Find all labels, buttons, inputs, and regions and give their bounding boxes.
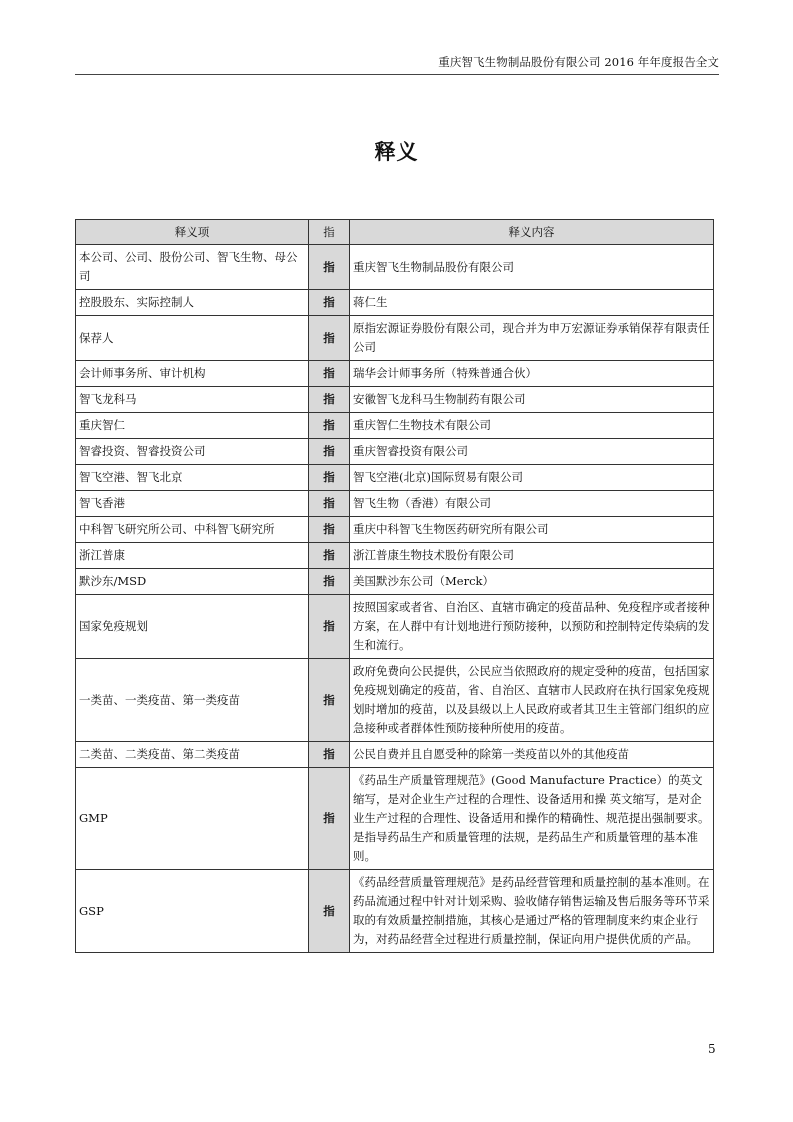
- table-row: [76, 543, 714, 569]
- header-text: 重庆智飞生物制品股份有限公司 2016 年年度报告全文: [438, 55, 719, 69]
- sep-cell: 指: [309, 742, 350, 768]
- table-row: [76, 413, 714, 439]
- page-header: [75, 54, 719, 75]
- definitions-table: [75, 219, 714, 953]
- term-cell: 智飞香港: [76, 491, 309, 517]
- table-row: [76, 316, 714, 361]
- sep-cell: 指: [309, 387, 350, 413]
- sep-cell: 指: [309, 290, 350, 316]
- content-cell: 安徽智飞龙科马生物制药有限公司: [350, 387, 714, 413]
- table-row: [76, 361, 714, 387]
- content-cell: 智飞空港(北京)国际贸易有限公司: [350, 465, 714, 491]
- sep-cell: 指: [309, 870, 350, 953]
- term-cell: 浙江普康: [76, 543, 309, 569]
- page-number: 5: [708, 1042, 716, 1056]
- content-cell: 蒋仁生: [350, 290, 714, 316]
- sep-cell: 指: [309, 659, 350, 742]
- page-title: 释义: [374, 139, 419, 164]
- content-cell: 浙江普康生物技术股份有限公司: [350, 543, 714, 569]
- sep-cell: 指: [309, 595, 350, 659]
- term-cell: 控股股东、实际控制人: [76, 290, 309, 316]
- term-cell: 国家免疫规划: [76, 595, 309, 659]
- sep-cell: 指: [309, 439, 350, 465]
- term-cell: 智飞龙科马: [76, 387, 309, 413]
- content-cell: 美国默沙东公司（Merck）: [350, 569, 714, 595]
- content-cell: 重庆智飞生物制品股份有限公司: [350, 245, 714, 290]
- term-cell: 会计师事务所、审计机构: [76, 361, 309, 387]
- table-row: [76, 387, 714, 413]
- content-cell: 按照国家或者省、自治区、直辖市确定的疫苗品种、免疫程序或者接种方案，在人群中有计划地进行预防接种，以预防和控制特定传染病的发生和流行。: [350, 595, 714, 659]
- sep-cell: 指: [309, 361, 350, 387]
- table-row: [76, 569, 714, 595]
- content-cell: 智飞生物（香港）有限公司: [350, 491, 714, 517]
- table-row: [76, 659, 714, 742]
- table-row: [76, 290, 714, 316]
- sep-cell: 指: [309, 491, 350, 517]
- table-row: [76, 465, 714, 491]
- sep-cell: 指: [309, 569, 350, 595]
- table-row: [76, 439, 714, 465]
- term-cell: GMP: [76, 768, 309, 870]
- content-cell: 瑞华会计师事务所（特殊普通合伙）: [350, 361, 714, 387]
- table-row: [76, 870, 714, 953]
- term-cell: 本公司、公司、股份公司、智飞生物、母公司: [76, 245, 309, 290]
- table-header-row: [76, 220, 714, 245]
- sep-cell: 指: [309, 413, 350, 439]
- table-row: [76, 245, 714, 290]
- content-cell: 原指宏源证券股份有限公司，现合并为申万宏源证券承销保荐有限责任公司: [350, 316, 714, 361]
- term-cell: GSP: [76, 870, 309, 953]
- content-cell: 《药品生产质量管理规范》(Good Manufacture Practice）的英文缩写，是对企业生产过程的合理性、设备适用和操 英文缩写，是对企业生产过程的合理性、设备适用和操作的精确性、规范提出强制要求。是指导药品生产和质量管理的法规，是药品生产和质量管理的基本准则。: [350, 768, 714, 870]
- sep-cell: 指: [309, 768, 350, 870]
- table-row: [76, 768, 714, 870]
- content-cell: 重庆智仁生物技术有限公司: [350, 413, 714, 439]
- term-cell: 二类苗、二类疫苗、第二类疫苗: [76, 742, 309, 768]
- term-cell: 重庆智仁: [76, 413, 309, 439]
- sep-cell: 指: [309, 316, 350, 361]
- term-cell: 中科智飞研究所公司、中科智飞研究所: [76, 517, 309, 543]
- content-cell: 公民自费并且自愿受种的除第一类疫苗以外的其他疫苗: [350, 742, 714, 768]
- content-cell: 《药品经营质量管理规范》是药品经营管理和质量控制的基本准则。在药品流通过程中针对计划采购、验收储存销售运输及售后服务等环节采取的有效质量控制措施，其核心是通过严格的管理制度来约束企业行为，对药品经营全过程进行质量控制，保证向用户提供优质的产品。: [350, 870, 714, 953]
- sep-cell: 指: [309, 543, 350, 569]
- table-row: [76, 595, 714, 659]
- table-row: [76, 491, 714, 517]
- column-header-term: 释义项: [76, 220, 309, 245]
- table-row: [76, 517, 714, 543]
- term-cell: 智睿投资、智睿投资公司: [76, 439, 309, 465]
- term-cell: 智飞空港、智飞北京: [76, 465, 309, 491]
- content-cell: 政府免费向公民提供，公民应当依照政府的规定受种的疫苗，包括国家免疫规划确定的疫苗，省、自治区、直辖市人民政府在执行国家免疫规划时增加的疫苗，以及县级以上人民政府或者其卫生主管部门组织的应急接种或者群体性预防接种所使用的疫苗。: [350, 659, 714, 742]
- column-header-sep: 指: [309, 220, 350, 245]
- sep-cell: 指: [309, 465, 350, 491]
- term-cell: 一类苗、一类疫苗、第一类疫苗: [76, 659, 309, 742]
- content-cell: 重庆中科智飞生物医药研究所有限公司: [350, 517, 714, 543]
- sep-cell: 指: [309, 517, 350, 543]
- term-cell: 保荐人: [76, 316, 309, 361]
- table-row: [76, 742, 714, 768]
- term-cell: 默沙东/MSD: [76, 569, 309, 595]
- sep-cell: 指: [309, 245, 350, 290]
- column-header-content: 释义内容: [350, 220, 714, 245]
- content-cell: 重庆智睿投资有限公司: [350, 439, 714, 465]
